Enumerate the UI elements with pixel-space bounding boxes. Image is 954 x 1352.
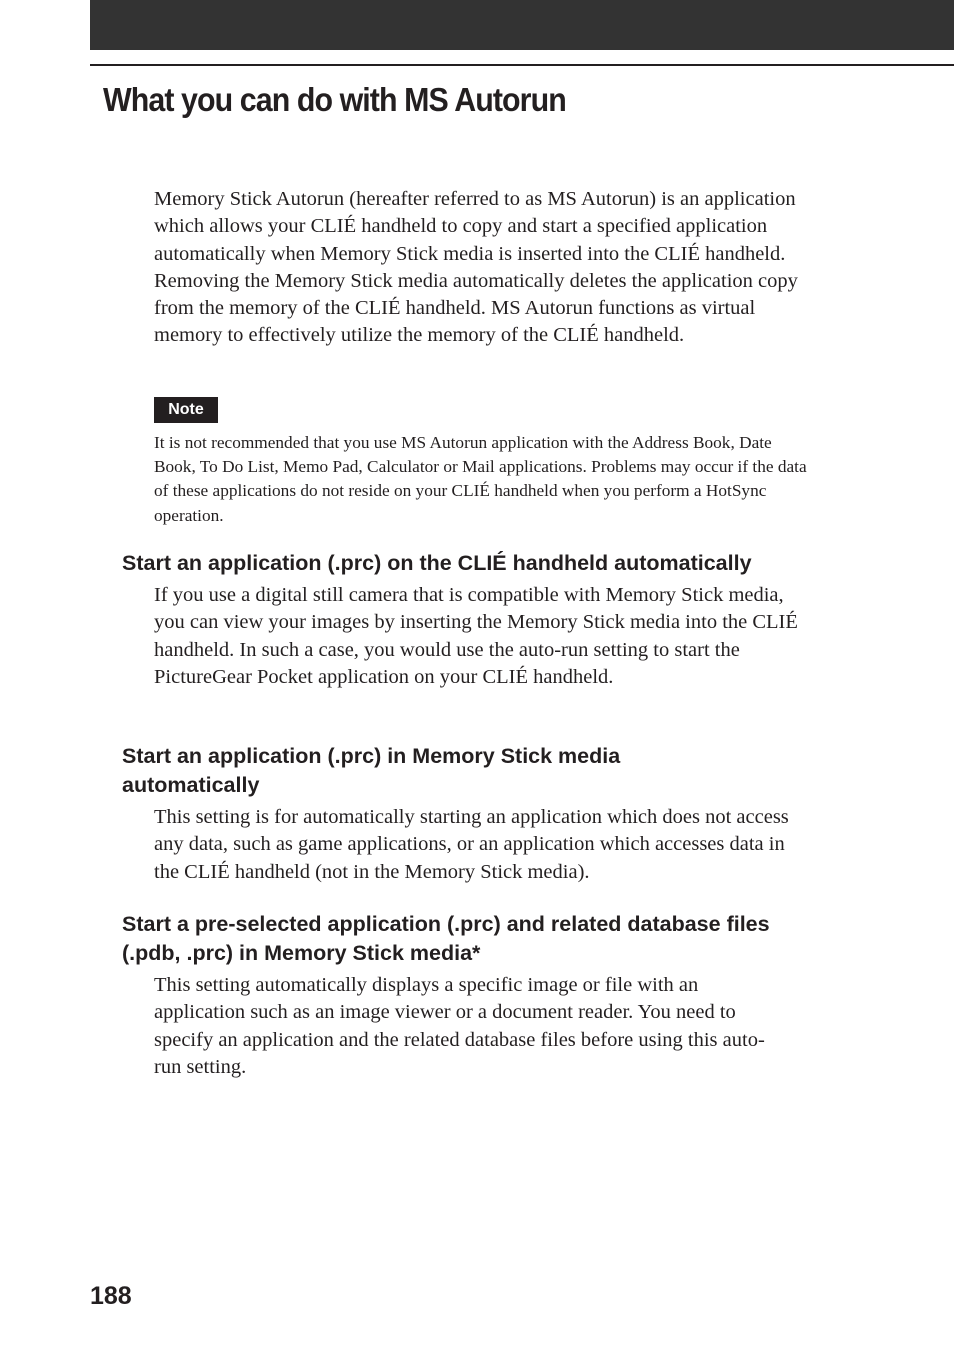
header-rule xyxy=(90,64,954,66)
section-body-start-on-clie: If you use a digital still camera that is compatible with Memory Stick media, you can view your images by inserting the Memory Stick media into the CLIÉ handheld. In such a case, you would use the auto-run setting to start the PictureGear Pocket application on your CLIÉ handheld. xyxy=(154,584,798,688)
note-text: It is not recommended that you use MS Autorun application with the Address Book, Date Book, To Do List, Memo Pad, Calculator or Mail applications. Problems may occur if the data of these applications do not reside on your CLIÉ handheld when you perform a HotSync operation. xyxy=(154,433,807,525)
note-badge: Note xyxy=(154,397,218,423)
intro-paragraph: Memory Stick Autorun (hereafter referred to as MS Autorun) is an application which allows your CLIÉ handheld to copy and start a specified application automatically when Memory Stick media is inserted into the CLIÉ handheld. Removing the Memory Stick media automatically deletes the application copy from the memory of the CLIÉ handheld. MS Autorun functions as virtual memory to effectively utilize the memory of the CLIÉ handheld. xyxy=(154,188,798,347)
section-body-start-preselected: This setting automatically displays a specific image or file with an application such as an image viewer or a document reader. You need to specify an application and the related database files before using this auto-run setting. xyxy=(154,974,765,1078)
section-heading-start-preselected: Start a pre-selected application (.prc) and related database files (.pdb, .prc) in Memory Stick media* xyxy=(122,912,770,965)
section-heading-start-in-memory-stick: Start an application (.prc) in Memory Stick media automatically xyxy=(122,744,621,797)
page-number: 188 xyxy=(90,1282,132,1310)
page-title: What you can do with MS Autorun xyxy=(103,81,566,118)
section-body-start-in-memory-stick: This setting is for automatically starting an application which does not access any data, such as game applications, or an application which accesses data in the CLIÉ handheld (not in the Memory Stick media). xyxy=(154,806,789,883)
section-heading-start-on-clie: Start an application (.prc) on the CLIÉ handheld automatically xyxy=(122,551,752,575)
header-bar xyxy=(90,0,954,50)
